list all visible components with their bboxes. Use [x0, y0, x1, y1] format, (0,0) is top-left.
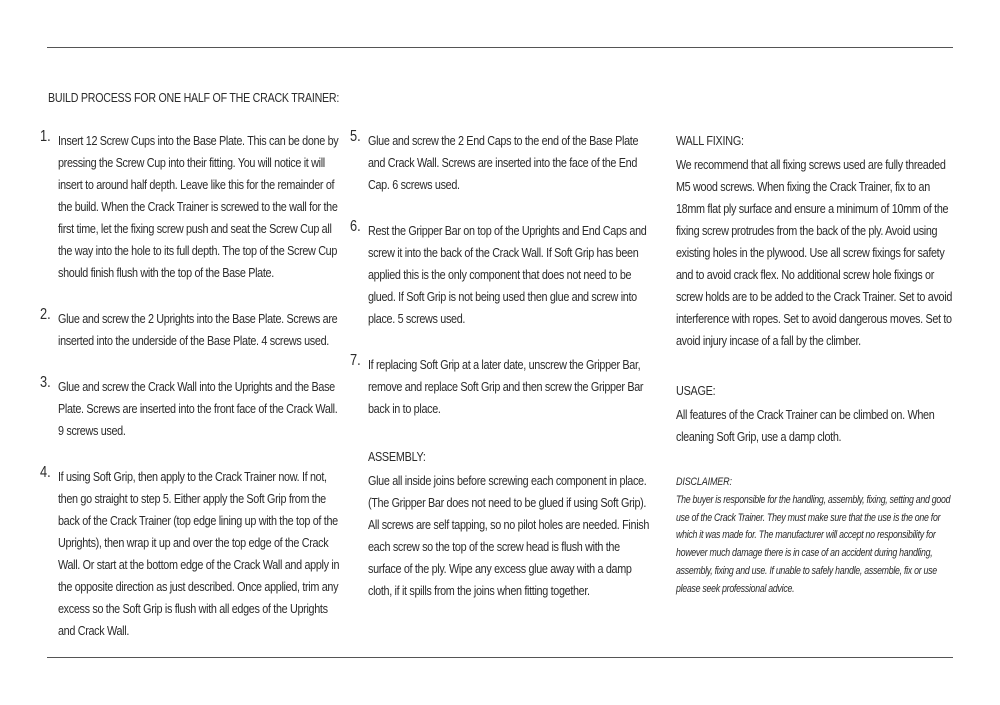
page-heading: BUILD PROCESS FOR ONE HALF OF THE CRACK TRAINER:: [48, 90, 340, 105]
usage-text: All features of the Crack Trainer can be climbed on. When cleaning Soft Grip, use a damp cloth.: [676, 407, 935, 444]
step-number: 2.: [40, 306, 51, 323]
assembly-section: [350, 446, 650, 602]
usage-section: [676, 380, 956, 476]
step-7: [350, 354, 650, 446]
column-middle: [350, 130, 650, 602]
step-3: [40, 376, 340, 466]
step-1: [40, 130, 340, 308]
step-text: Glue and screw the 2 Uprights into the Base Plate. Screws are inserted into the underside of the Base Plate. 4 screws used.: [58, 311, 338, 348]
step-text: Glue and screw the Crack Wall into the Uprights and the Base Plate. Screws are inserted into the front face of the Crack Wall. 9 screws used.: [58, 379, 338, 438]
disclaimer-section: [676, 476, 956, 598]
disclaimer-title: DISCLAIMER:: [676, 476, 732, 488]
wall-fixing-text: We recommend that all fixing screws used are fully threaded M5 wood screws. When fixing the Crack Trainer, fix to an 18mm flat ply surface and ensure a minimum of 10mm of the fixing screw protrudes from the back of the ply. Avoid using existing holes in the plywood. Use all screw fixings for safety and to avoid crack flex. No additional screw hole fixings or screw holds are to be added to the Crack Trainer. Set to avoid interference with ropes. Set to avoid dangerous moves. Set to avoid injury incase of a fall by the climber.: [676, 157, 953, 348]
step-text: If replacing Soft Grip at a later date, unscrew the Gripper Bar, remove and replace Soft Grip and then screw the Gripper Bar back in to place.: [368, 357, 644, 416]
assembly-text: Glue all inside joins before screwing each component in place. (The Gripper Bar does not need to be glued if using Soft Grip). All screws are self tapping, so no pilot holes are needed. Finish each screw so the top of the screw head is flush with the surface of the ply. Wipe any excess glue away with a damp cloth, if it spills from the joins when fitting together.: [368, 473, 650, 598]
step-4: [40, 466, 340, 642]
step-number: 1.: [40, 128, 51, 145]
top-divider: [47, 47, 953, 48]
step-number: 4.: [40, 464, 51, 481]
step-5: [350, 130, 650, 220]
assembly-title: ASSEMBLY:: [368, 449, 426, 464]
step-text: If using Soft Grip, then apply to the Crack Trainer now. If not, then go straight to step 5. Either apply the Soft Grip from the back of the Crack Trainer (top edge lining up with the top of the Uprights), then wrap it up and over the top edge of the Crack Wall. Or start at the bottom edge of the Crack Wall and apply in the opposite direction as just described. Once applied, trim any excess so the Soft Grip is flush with all edges of the Uprights and Crack Wall.: [58, 469, 340, 638]
step-number: 5.: [350, 128, 361, 145]
column-left: [40, 130, 340, 642]
usage-title: USAGE:: [676, 383, 716, 398]
column-right: [676, 130, 956, 598]
step-number: 7.: [350, 352, 361, 369]
step-2: [40, 308, 340, 376]
step-number: 6.: [350, 218, 361, 235]
step-text: Rest the Gripper Bar on top of the Uprights and End Caps and screw it into the back of the Crack Wall. If Soft Grip has been applied this is the only component that does not need to be glued. If Soft Grip is not being used then glue and screw into place. 5 screws used.: [368, 223, 647, 326]
disclaimer-text: The buyer is responsible for the handling, assembly, fixing, setting and good use of the Crack Trainer. They must make sure that the use is the one for which it was made for. The manufacturer will accept no responsibility for however much damage there is in case of an accident during handling, assembly, fixing and use. If unable to safely handle, assemble, fix or use please seek professional advice.: [676, 494, 951, 595]
step-text: Insert 12 Screw Cups into the Base Plate. This can be done by pressing the Screw Cup into their fitting. You will notice it will insert to around half depth. Leave like this for the remainder of the build. When the Crack Trainer is screwed to the wall for the first time, let the fixing screw push and seat the Screw Cup all the way into the hole to its full depth. The top of the Screw Cup should finish flush with the top of the Base Plate.: [58, 133, 339, 280]
step-6: [350, 220, 650, 354]
step-text: Glue and screw the 2 End Caps to the end of the Base Plate and Crack Wall. Screws are inserted into the face of the End Cap. 6 screws used.: [368, 133, 639, 192]
bottom-divider: [47, 657, 953, 658]
step-number: 3.: [40, 374, 51, 391]
wall-fixing-section: [676, 130, 956, 380]
wall-fixing-title: WALL FIXING:: [676, 133, 744, 148]
